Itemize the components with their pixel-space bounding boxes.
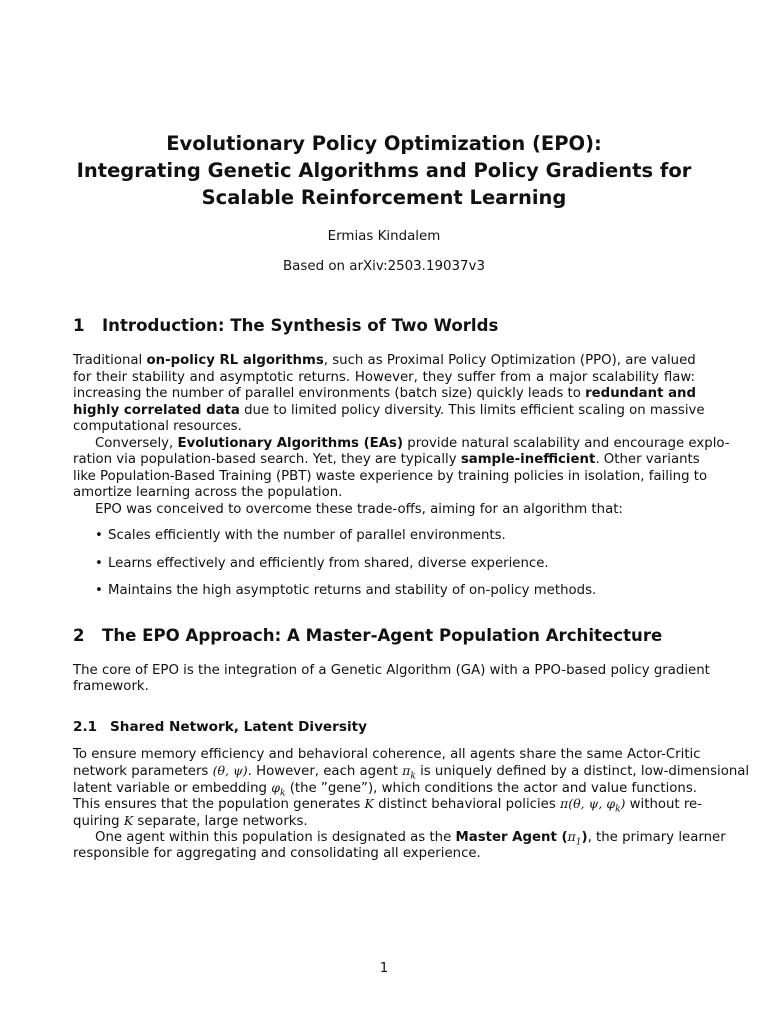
emphasis-master-agent: Master Agent $(\pi_1)$	[455, 829, 588, 848]
emphasis-sample-inefficient: sample-inefficient	[460, 452, 596, 467]
emphasis-correlated: highly correlated data	[73, 402, 240, 418]
math-k: K	[123, 812, 134, 828]
emphasis-eas: Evolutionary Algorithms (EAs)	[177, 435, 404, 451]
title-line-2: Integrating Genetic Algorithms and Policy Gradients for	[76, 159, 692, 182]
section-2-paragraph-1: The core of EPO is the integration of a Genetic Algorithm (GA) with a PPO-based policy gradient framework.	[73, 662, 710, 694]
subsection-2-1-paragraph-2: One agent within this population is designated as the Master Agent $(\pi_1)$, the primary learner responsible for aggregating and consolidating all experience.	[73, 829, 726, 861]
math-pi-k: $\pi_k$	[402, 763, 416, 782]
math-phi-k: $\varphi_k$	[271, 779, 286, 798]
math-k: K	[364, 796, 374, 811]
author-name: Ermias Kindalem	[327, 229, 441, 244]
section-title: The EPO Approach: A Master-Agent Population Architecture	[102, 626, 663, 645]
section-number: 1	[73, 316, 85, 335]
math-theta-psi: (θ, ψ)	[212, 763, 248, 778]
paper-title	[60, 130, 708, 211]
emphasis-on-policy: on-policy RL algorithms	[146, 353, 324, 368]
title-line-3: Scalable Reinforcement Learning	[201, 186, 567, 209]
section-1-paragraph-1: Traditional on-policy RL algorithms, such as Proximal Policy Optimization (PPO), are valued for their stability and asymptotic returns. However, they suffer from a major scalability flaw: increasing the number of parallel environments (batch size) quickly leads to redundant and highly correlated data due to limited policy diversity. This limits efficient scaling on massive computational resources.	[73, 353, 705, 434]
section-1-paragraph-2: Conversely, Evolutionary Algorithms (EAs) provide natural scalability and encourage explo- ration via population-based search. Yet, they are typically sample-inefficient. Other variants like Population-Based Training (PBT) waste experience by training policies in isolation, failing to amortize learning across the population.	[73, 435, 730, 500]
subsection-number: 2.1	[73, 719, 98, 735]
list-item: • Maintains the high asymptotic returns and stability of on-policy methods.	[95, 583, 597, 598]
section-1-heading	[73, 316, 498, 335]
subsection-2-1-paragraph-1: To ensure memory efficiency and behavioral coherence, all agents share the same Actor-Critic network parameters (θ, ψ). However, each agent $\pi_k$ is uniquely defined by a distinct, low-dimensional latent variable or embedding $\varphi_k$ (the ”gene”), which conditions the actor and value functions. This ensures that the population generates K distinct behavioral policies π(θ, ψ, $\varphi_k$) without re- quiring K separate, large networks.	[73, 746, 750, 829]
source-note: Based on arXiv:2503.19037v3	[283, 259, 485, 274]
title-line-1: Evolutionary Policy Optimization (EPO):	[166, 132, 602, 155]
subsection-title: Shared Network, Latent Diversity	[110, 719, 367, 735]
math-policy: π(θ, ψ, $\varphi_k$)	[560, 796, 626, 815]
emphasis-redundant: redundant and	[585, 386, 697, 401]
section-2-heading	[73, 626, 662, 645]
list-item: • Learns effectively and efficiently from shared, diverse experience.	[95, 555, 549, 571]
page-number: 1	[379, 961, 389, 976]
list-item: • Scales efficiently with the number of parallel environments.	[95, 528, 506, 543]
subsection-2-1-heading	[73, 719, 367, 735]
section-number: 2	[73, 626, 85, 645]
section-1-paragraph-3: EPO was conceived to overcome these trade-offs, aiming for an algorithm that:	[95, 501, 623, 517]
section-title: Introduction: The Synthesis of Two Worlds	[102, 316, 499, 335]
